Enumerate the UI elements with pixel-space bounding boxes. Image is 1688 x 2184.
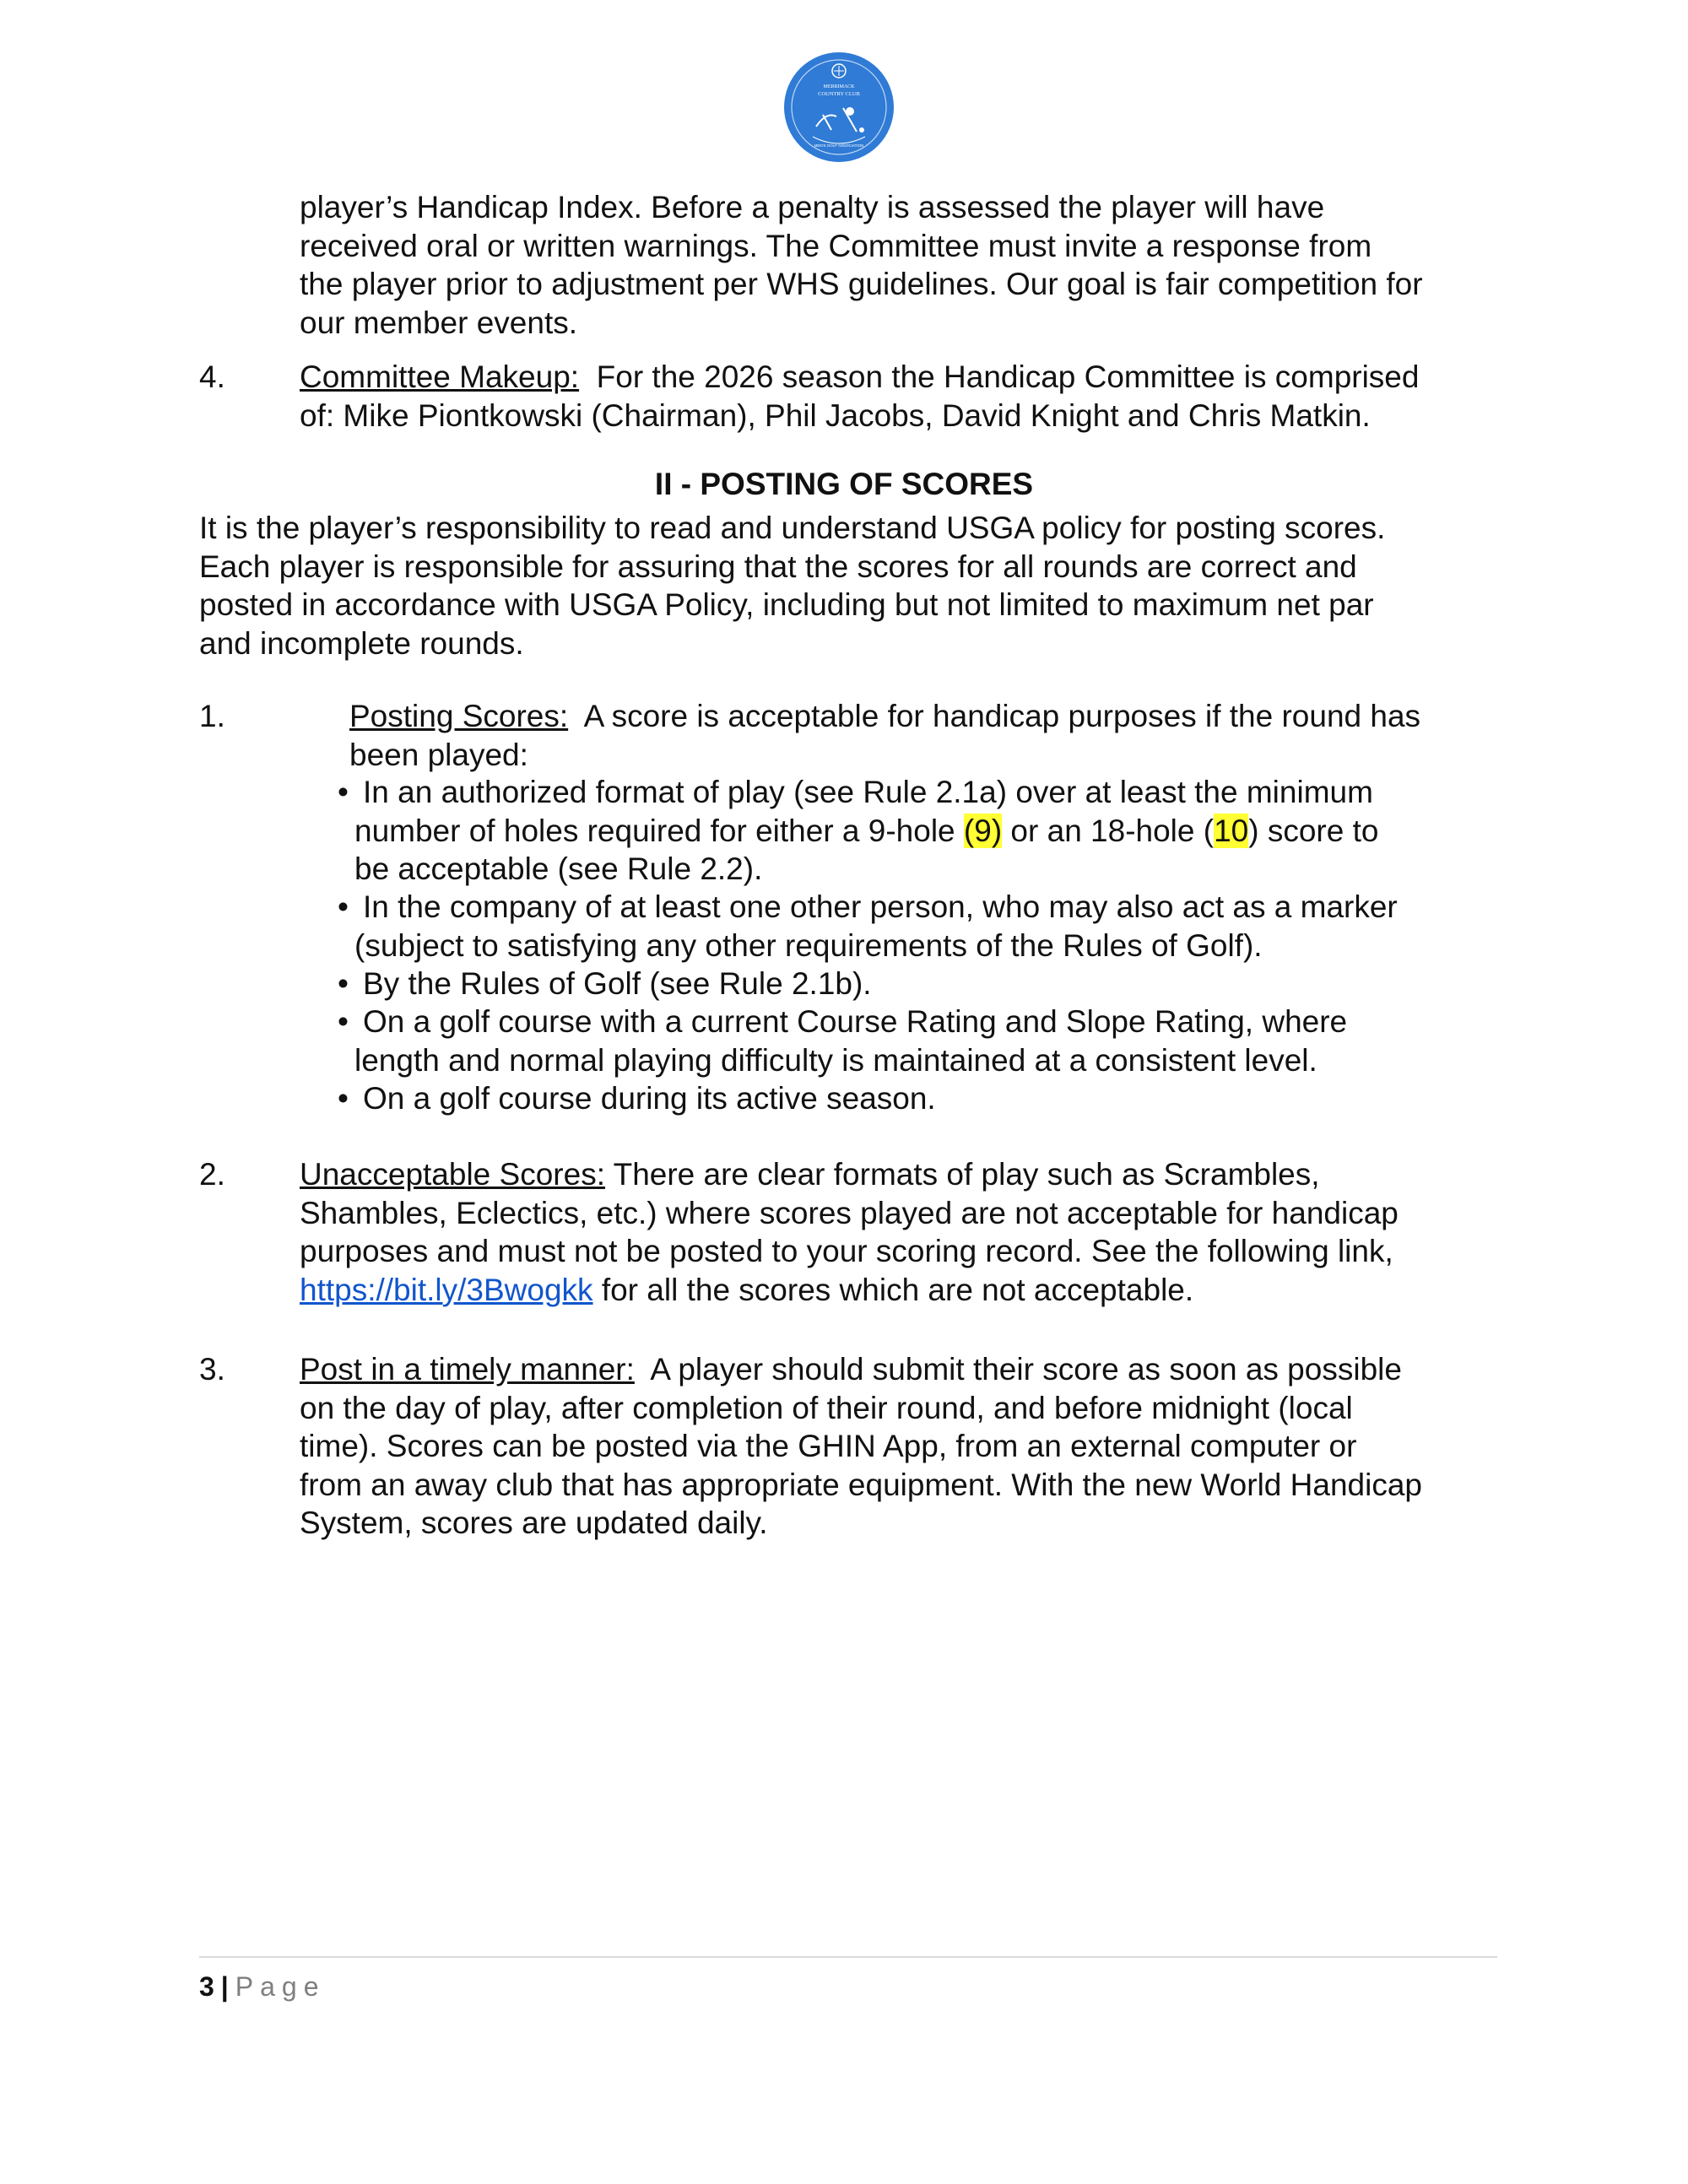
text-line: been played: xyxy=(349,737,528,772)
text-line xyxy=(354,812,1378,851)
bullet-item xyxy=(338,888,1398,965)
highlight-10: 10 xyxy=(1214,813,1249,848)
logo-text-2: COUNTRY CLUB xyxy=(818,91,860,97)
item-2-text-end: for all the scores which are not acceptable. xyxy=(592,1272,1194,1307)
text-run: ) score to xyxy=(1248,813,1379,848)
text-line: (subject to satisfying any other requirements of the Rules of Golf). xyxy=(354,927,1263,963)
item-2-unacceptable-scores xyxy=(300,1155,1399,1309)
bullet-marker: • xyxy=(338,889,349,924)
item-1-posting-scores xyxy=(349,697,1420,774)
text-line: On a golf course during its active season. xyxy=(363,1081,936,1116)
usga-unacceptable-scores-link[interactable]: https://bit.ly/3Bwogkk xyxy=(300,1272,593,1307)
highlight-9: (9) xyxy=(963,813,1003,848)
text-line: posted in accordance with USGA Policy, including but not limited to maximum net par xyxy=(199,587,1374,622)
text-line: player’s Handicap Index. Before a penalty is assessed the player will have xyxy=(300,190,1325,224)
text-line: It is the player’s responsibility to read and understand USGA policy for posting scores. xyxy=(199,511,1386,545)
bullet-item xyxy=(338,1003,1348,1079)
bullet-item xyxy=(338,1079,936,1118)
text-line: length and normal playing difficulty is maintained at a consistent level. xyxy=(354,1042,1317,1078)
text-run: or an 18-hole ( xyxy=(1002,813,1215,848)
text-line: On a golf course with a current Course Rating and Slope Rating, where xyxy=(363,1004,1348,1039)
bullet-item xyxy=(338,773,1379,889)
text-line: Each player is responsible for assuring that the scores for all rounds are correct and xyxy=(199,549,1357,584)
text-line xyxy=(300,1155,1399,1194)
bullet-marker: • xyxy=(338,775,349,809)
bullet-marker: • xyxy=(338,1004,349,1039)
text-line: and incomplete rounds. xyxy=(199,625,524,661)
item-1-text: A score is acceptable for handicap purposes if the round has xyxy=(568,699,1421,733)
item-4-label: Committee Makeup: xyxy=(300,359,580,394)
text-line: our member events. xyxy=(300,305,578,340)
item-4-number: 4. xyxy=(199,359,225,394)
text-line xyxy=(300,358,1419,397)
text-line: time). Scores can be posted via the GHIN App, from an external computer or xyxy=(300,1429,1357,1463)
bullet-marker: • xyxy=(338,966,349,1001)
text-line: the player prior to adjustment per WHS guidelines. Our goal is fair competition for xyxy=(300,267,1423,301)
item-3-post-timely xyxy=(300,1350,1422,1543)
text-line: By the Rules of Golf (see Rule 2.1b). xyxy=(363,966,872,1001)
text-line: from an away club that has appropriate equipment. With the new World Handicap xyxy=(300,1467,1422,1502)
item-2-number: 2. xyxy=(199,1157,225,1192)
text-line: of: Mike Piontkowski (Chairman), Phil Jacobs, David Knight and Chris Matkin. xyxy=(300,397,1371,433)
page-label: Page xyxy=(235,1971,326,2002)
text-line xyxy=(300,1350,1422,1389)
item-2-label: Unacceptable Scores: xyxy=(300,1157,605,1192)
text-line: be acceptable (see Rule 2.2). xyxy=(354,851,763,886)
club-logo xyxy=(784,52,894,162)
text-line: In the company of at least one other person, who may also act as a marker xyxy=(363,889,1398,924)
section-intro xyxy=(199,509,1385,662)
logo-text-1: MERRIMACK xyxy=(823,84,855,89)
section-heading: II - POSTING OF SCORES xyxy=(654,467,1034,501)
text-line: on the day of play, after completion of their round, and before midnight (local xyxy=(300,1390,1353,1425)
bullet-marker: • xyxy=(338,1081,349,1116)
footer-divider xyxy=(199,1956,1497,1958)
text-line: System, scores are updated daily. xyxy=(300,1506,768,1540)
intro-paragraph xyxy=(300,188,1423,342)
text-line: Shambles, Eclectics, etc.) where scores played are not acceptable for handicap xyxy=(300,1195,1399,1230)
page-number: 3 xyxy=(199,1971,214,2002)
bullet-item xyxy=(338,965,872,1003)
club-logo-graphic xyxy=(784,52,894,162)
item-4-text: For the 2026 season the Handicap Committee is comprised xyxy=(579,359,1420,394)
item-4-committee-makeup xyxy=(300,358,1419,435)
text-line: In an authorized format of play (see Rule 2.1a) over at least the minimum xyxy=(363,775,1373,809)
text-line: received oral or written warnings. The Committee must invite a response from xyxy=(300,228,1372,263)
item-3-label: Post in a timely manner: xyxy=(300,1352,635,1387)
text-line xyxy=(300,1271,1399,1310)
footer-separator: | xyxy=(220,1971,229,2002)
item-3-text: A player should submit their score as soon as possible xyxy=(634,1352,1402,1387)
item-1-label: Posting Scores: xyxy=(349,699,569,733)
text-run: number of holes required for either a 9-hole xyxy=(354,813,964,848)
item-1-number: 1. xyxy=(199,699,225,733)
item-3-number: 3. xyxy=(199,1352,225,1387)
text-line xyxy=(349,697,1420,736)
logo-text-3: MEN'S GOLF ASSOCIATION xyxy=(814,143,864,148)
item-2-text: There are clear formats of play such as Scrambles, xyxy=(604,1157,1320,1192)
text-line: purposes and must not be posted to your scoring record. See the following link, xyxy=(300,1234,1393,1268)
page-footer xyxy=(199,1970,325,2003)
